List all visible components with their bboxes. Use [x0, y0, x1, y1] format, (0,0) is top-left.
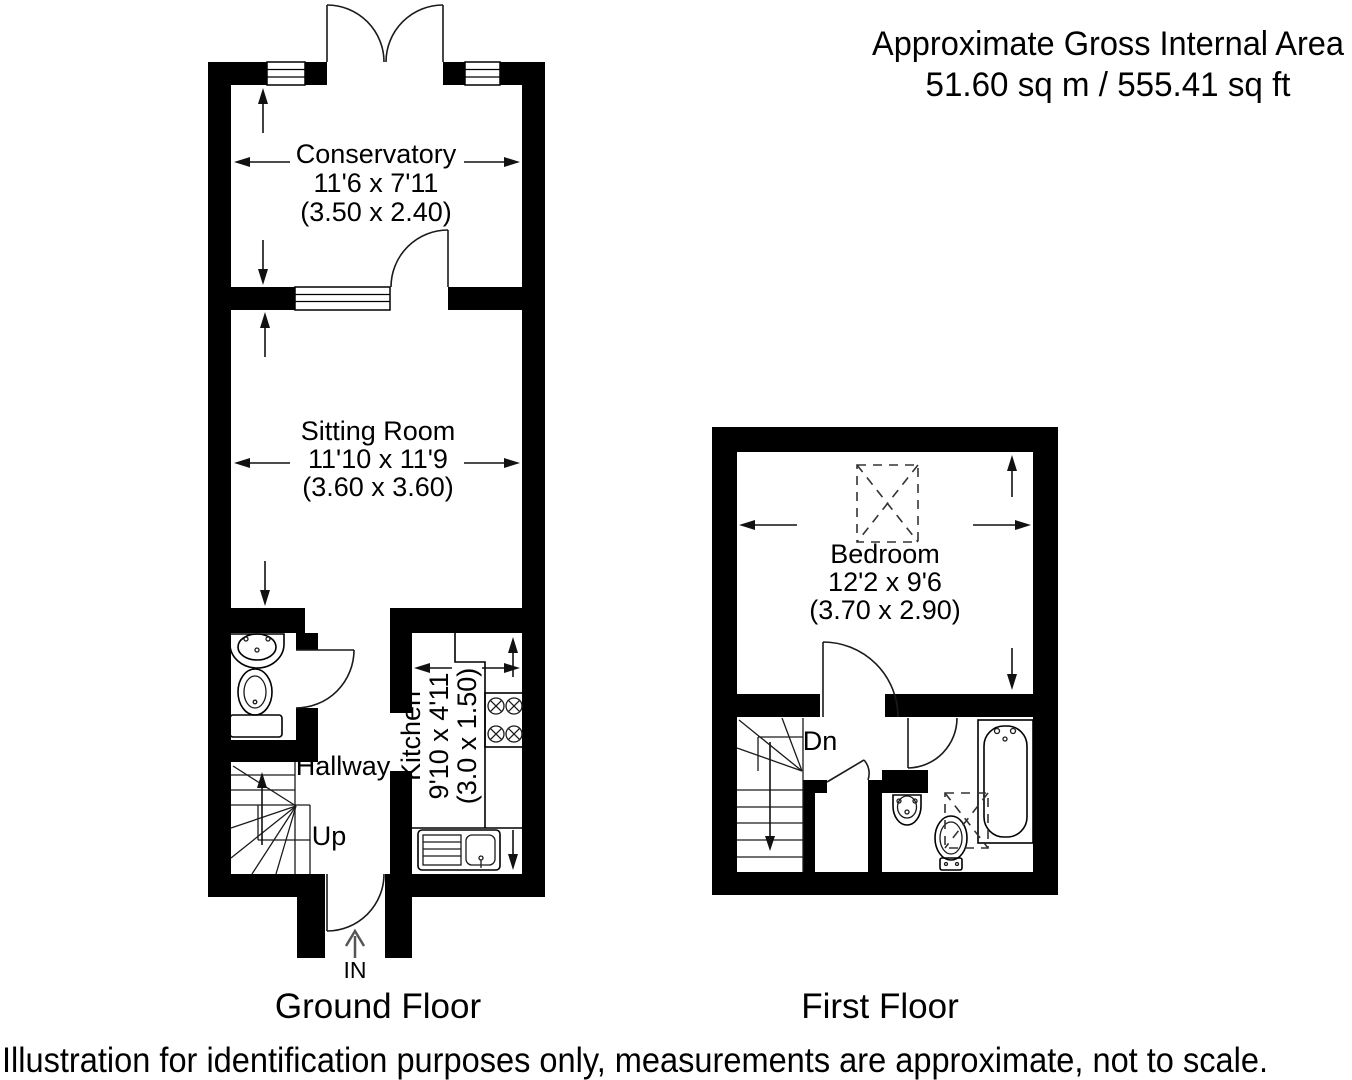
cupboard-door — [827, 760, 869, 782]
stairs-dn-label: Dn — [802, 726, 838, 756]
french-doors — [327, 5, 443, 62]
conservatory-size-imperial: 11'6 x 7'11 — [313, 168, 439, 198]
bathroom-toilet — [935, 816, 967, 870]
kitchen-sink — [418, 830, 500, 870]
bedroom-rooflight — [857, 465, 918, 542]
wc-basin — [230, 634, 284, 668]
entrance-door — [327, 874, 384, 931]
hob-burner — [488, 698, 504, 714]
hob-burner — [506, 698, 522, 714]
bathtub — [978, 720, 1033, 843]
ground-floor-caption: Ground Floor — [274, 987, 482, 1026]
kitchen-size-imperial: 9'10 x 4'11 — [424, 672, 454, 800]
bedroom-size-imperial: 12'2 x 9'6 — [828, 567, 942, 597]
bedroom-size-metric: (3.70 x 2.90) — [809, 595, 961, 625]
entrance-in-arrow — [346, 931, 364, 958]
bathroom-door — [908, 718, 957, 768]
disclaimer-text: Illustration for identification purposes only, measurements are approximate, not to scale. — [2, 1041, 1268, 1080]
first-floor-caption: First Floor — [801, 987, 959, 1026]
ground-floor-plan — [208, 5, 545, 983]
gross-area-title: Approximate Gross Internal Area — [872, 25, 1345, 63]
hob-burner — [488, 726, 504, 742]
kitchen-name: Kitchen — [396, 690, 426, 782]
wc-door — [296, 650, 354, 708]
sitting-room-window — [295, 287, 390, 310]
first-floor-walls — [712, 427, 1058, 895]
conservatory-size-metric: (3.50 x 2.40) — [300, 197, 452, 227]
hallway-name: Hallway — [295, 751, 391, 781]
bedroom-name: Bedroom — [830, 539, 940, 569]
sitting-room-size-imperial: 11'10 x 11'9 — [308, 444, 448, 474]
hob-burner — [506, 726, 522, 742]
conservatory-door — [391, 230, 448, 287]
wc-toilet — [230, 669, 282, 737]
staircase-down — [737, 718, 803, 872]
entrance-in-label: IN — [343, 957, 367, 983]
conservatory-name: Conservatory — [295, 139, 457, 169]
bathroom-basin — [893, 795, 921, 825]
kitchen-hob — [485, 693, 523, 747]
conservatory-window-left — [267, 62, 305, 85]
gross-area-value: 51.60 sq m / 555.41 sq ft — [925, 66, 1292, 104]
first-floor-plan — [712, 427, 1058, 895]
stairs-up-label: Up — [311, 821, 347, 851]
sitting-room-size-metric: (3.60 x 3.60) — [302, 472, 454, 502]
conservatory-window-right — [465, 62, 500, 85]
sitting-room-name: Sitting Room — [300, 416, 456, 446]
kitchen-size-metric: (3.0 x 1.50) — [452, 667, 482, 805]
